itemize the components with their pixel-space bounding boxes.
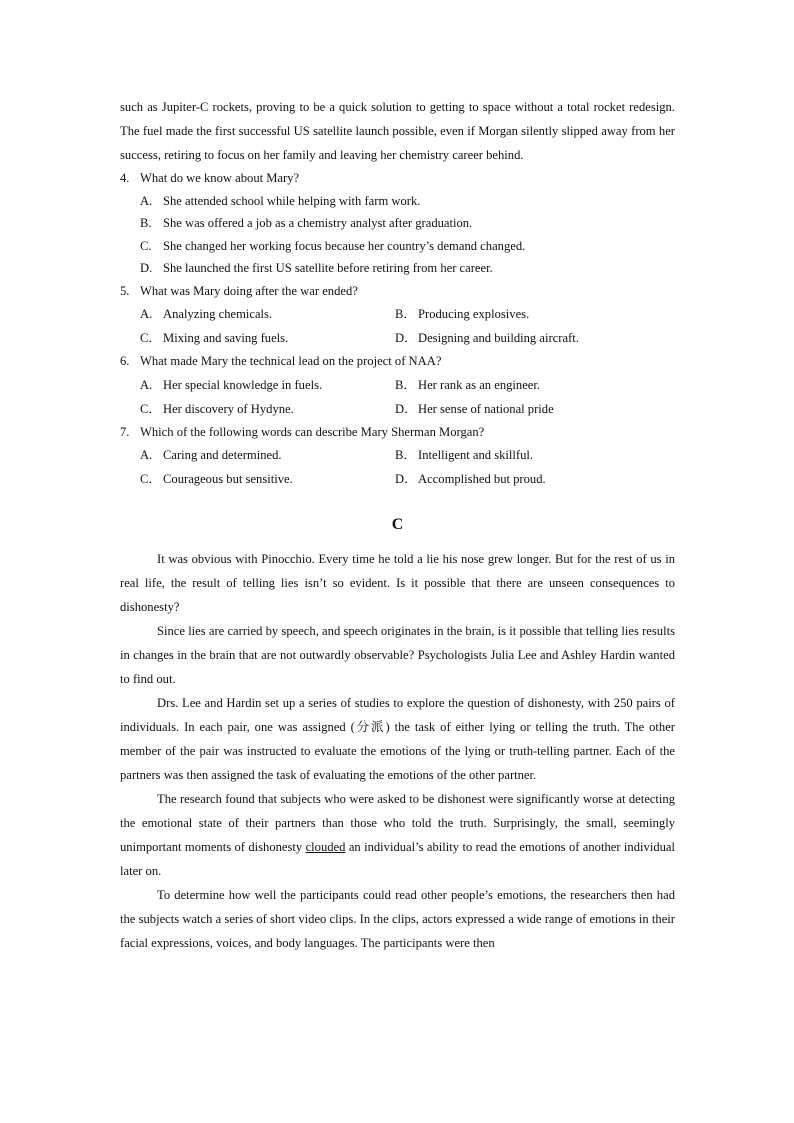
question-text: What made Mary the technical lead on the project of NAA?	[140, 354, 442, 368]
option-c: C. She changed her working focus because her country’s demand changed.	[140, 238, 526, 253]
option-b: B. She was offered a job as a chemistry analyst after graduation.	[140, 216, 473, 230]
question-number: 7.	[120, 424, 130, 439]
section-c-paragraph-3: Drs. Lee and Hardin set up a series of studies to explore the question of dishonesty, with 250 pairs of individuals. In each pair, one was assigned (分派) the task of either lying or telling the truth. The other member of the pair was instructed to evaluate the emotions of the lying or truth-telling partner. Each of the partners was then assigned the task of evaluating the emotions of the other partner.	[120, 696, 675, 782]
option-d: D．Her sense of national pride	[395, 401, 554, 416]
question-number: 5.	[120, 283, 130, 298]
option-a: A. She attended school while helping with farm work.	[140, 193, 421, 208]
question-number: 4.	[120, 171, 130, 185]
section-title: C	[391, 516, 404, 533]
option-d: D．Designing and building aircraft.	[395, 331, 579, 345]
question-5	[120, 280, 675, 351]
question-text: What do we know about Mary?	[140, 171, 300, 185]
underlined-word: clouded	[305, 840, 346, 854]
question-text: Which of the following words can describe Mary Sherman Morgan?	[140, 424, 485, 439]
option-c: C． Courageous but sensitive.	[140, 472, 293, 486]
question-7	[120, 421, 675, 492]
option-a: A. Analyzing chemicals.	[140, 307, 273, 321]
section-c-paragraph-5: To determine how well the participants could read other people’s emotions, the researchers then had the subjects watch a series of short video clips. In the clips, actors expressed a wide range of emotions in their facial expressions, voices, and body languages. The participants were then	[120, 888, 675, 950]
section-c-paragraph-2: Since lies are carried by speech, and speech originates in the brain, is it possible that telling lies results in changes in the brain that are not outwardly observable? Psychologists Julia Lee and Ashley Hardin wanted to find out.	[120, 624, 675, 686]
question-6	[120, 350, 675, 421]
document-page	[120, 95, 675, 955]
question-number: 6.	[120, 354, 130, 368]
question-4	[120, 167, 675, 280]
section-c-paragraph-1: It was obvious with Pinocchio. Every time he told a lie his nose grew longer. But for the rest of us in real life, the result of telling lies isn’t so evident. Is it possible that there are unseen consequences to dishonesty?	[120, 552, 675, 614]
option-b: B． Her rank as an engineer.	[395, 377, 541, 392]
option-b: B． Intelligent and skillful.	[395, 448, 534, 462]
intro-paragraph: such as Jupiter-C rockets, proving to be a quick solution to getting to space without a total rocket redesign. The fuel made the first successful US satellite launch possible, even if Morgan silently slipped away from her success, retiring to focus on her family and leaving her chemistry career behind.	[120, 100, 675, 162]
option-d: D. She launched the first US satellite before retiring from her career.	[140, 261, 493, 275]
question-text: What was Mary doing after the war ended?	[140, 283, 358, 298]
option-a: A. Caring and determined.	[140, 448, 282, 462]
option-d: D．Accomplished but proud.	[395, 472, 546, 486]
section-c-paragraph-4: The research found that subjects who were asked to be dishonest were significantly worse at detecting the emotional state of their partners than those who told the truth. Surprisingly, the small, seemingly unimportant moments of dishonesty clouded an individual’s ability to read the emotions of another individual later on.	[120, 792, 675, 878]
option-b: B． Producing explosives.	[395, 307, 530, 321]
option-a: A. Her special knowledge in fuels.	[140, 377, 323, 392]
option-c: C． Her discovery of Hydyne.	[140, 401, 294, 416]
option-c: C． Mixing and saving fuels.	[140, 331, 289, 345]
